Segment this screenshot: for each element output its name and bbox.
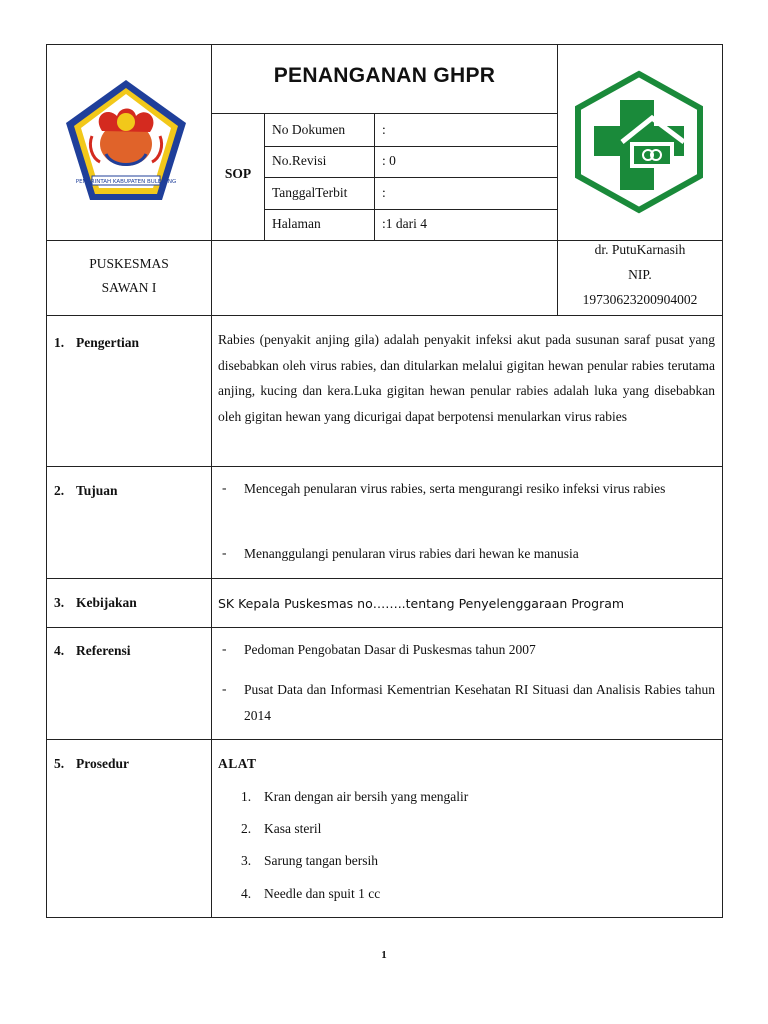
section-number-2: 2. (54, 483, 65, 498)
prosedur-item-number: 1. (241, 789, 252, 804)
prosedur-item-number: 3. (241, 853, 252, 868)
section-label-referensi: Referensi (76, 643, 131, 658)
meta-value-doc-number: : (382, 122, 386, 137)
referensi-dash-2: - (222, 681, 227, 696)
section-label-kebijakan: Kebijakan (76, 595, 137, 610)
meta-label-doc-number: No Dokumen (272, 122, 346, 137)
district-emblem-icon (62, 76, 190, 204)
tujuan-item-1: Mencegah penularan virus rabies, serta mengurangi resiko infeksi virus rabies (244, 481, 666, 496)
meta-label-revision: No.Revisi (272, 153, 327, 168)
meta-value-page: :1 dari 4 (382, 216, 427, 231)
referensi-dash-1: - (222, 641, 227, 656)
signer-name: dr. PutuKarnasih (594, 242, 686, 257)
tujuan-dash-2: - (222, 545, 227, 560)
tujuan-dash-1: - (222, 480, 227, 495)
prosedur-item-number: 4. (241, 886, 252, 901)
meta-value-issue-date: : (382, 185, 386, 200)
prosedur-item-text: Sarung tangan bersih (264, 853, 378, 868)
puskesmas-logo-icon (572, 70, 706, 214)
prosedur-heading: ALAT (218, 756, 257, 771)
tujuan-item-2: Menanggulangi penularan virus rabies dari hewan ke manusia (244, 546, 579, 561)
section-label-prosedur: Prosedur (76, 756, 129, 771)
prosedur-item-text: Needle dan spuit 1 cc (264, 886, 381, 901)
section-number-1: 1. (54, 335, 65, 350)
meta-label-issue-date: TanggalTerbit (272, 185, 348, 200)
section-label-pengertian: Pengertian (76, 335, 139, 350)
signer-nip: 19730623200904002 (582, 292, 698, 307)
meta-value-revision: : 0 (382, 153, 396, 168)
referensi-item-2: Pusat Data dan Informasi Kementrian Kesehatan RI Situasi dan Analisis Rabies tahun 2014 (244, 682, 715, 723)
org-name-line1: PUSKESMAS (89, 256, 169, 271)
prosedur-item-number: 2. (241, 821, 252, 836)
signer-nip-label: NIP. (628, 267, 652, 282)
pengertian-text: Rabies (penyakit anjing gila) adalah penyakit infeksi akut pada susunan saraf pusat yang disebabkan oleh virus rabies, dan ditularkan melalui gigitan hewan penular rabies terutama anjing, kucing dan kera.Luka gigitan hewan penular rabies adalah luka yang disebabkan oleh gigitan hewan yang dicurigai dapat berpotensi menularkan virus rabies (218, 332, 715, 424)
meta-label-page: Halaman (272, 216, 321, 231)
sop-label: SOP (224, 166, 252, 181)
section-number-5: 5. (54, 756, 65, 771)
section-label-tujuan: Tujuan (76, 483, 118, 498)
document-title: PENANGANAN GHPR (273, 64, 496, 87)
page-number: 1 (381, 949, 387, 961)
emblem-text: PEMERINTAH KABUPATEN BULELENG (75, 179, 177, 185)
kebijakan-text: SK Kepala Puskesmas no……..tentang Penyelenggaraan Program (218, 596, 625, 611)
section-number-3: 3. (54, 595, 65, 610)
prosedur-item-text: Kasa steril (264, 821, 322, 836)
org-name-line2: SAWAN I (101, 280, 157, 295)
referensi-item-1: Pedoman Pengobatan Dasar di Puskesmas tahun 2007 (244, 642, 536, 657)
section-number-4: 4. (54, 643, 65, 658)
prosedur-item-text: Kran dengan air bersih yang mengalir (264, 789, 469, 804)
